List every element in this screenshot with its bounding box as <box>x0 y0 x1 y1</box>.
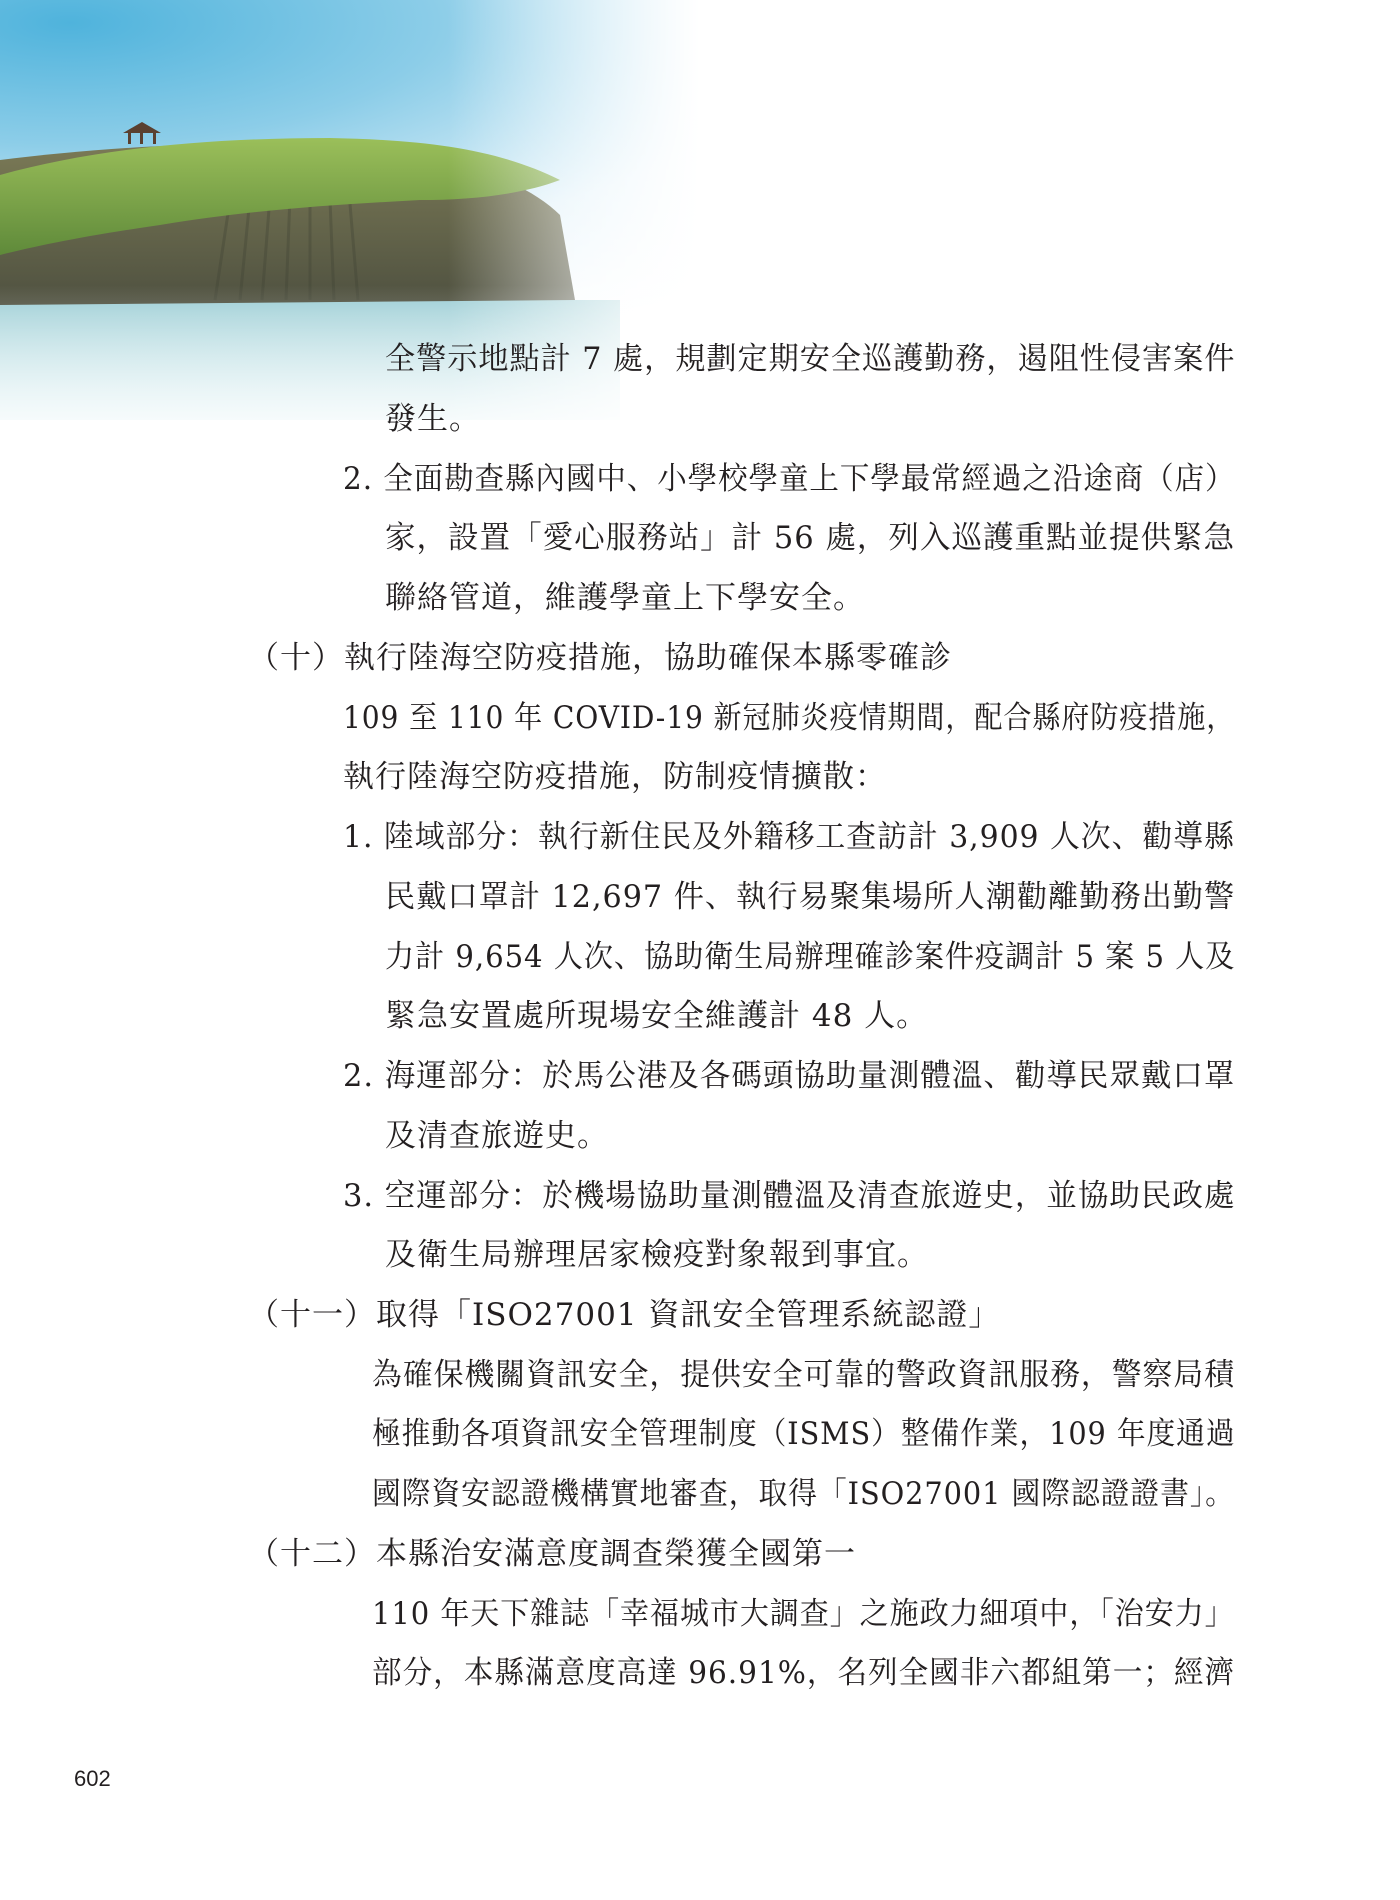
body-text-line: 及衛生局辦理居家檢疫對象報到事宜。 <box>385 1237 929 1273</box>
body-text-line: 民戴口罩計 12,697 件、執行易聚集場所人潮勸離勤務出勤警 <box>385 879 1236 915</box>
section-heading: （十二）本縣治安滿意度調查榮獲全國第一 <box>248 1536 856 1572</box>
body-text-line: 家，設置「愛心服務站」計 56 處，列入巡護重點並提供緊急 <box>385 520 1236 556</box>
list-item-line: 2. 海運部分：於馬公港及各碼頭協助量測體溫、勸導民眾戴口罩 <box>343 1058 1236 1094</box>
body-text-line: 部分，本縣滿意度高達 96.91%，名列全國非六都組第一；經濟 <box>372 1655 1236 1691</box>
body-text-line: 執行陸海空防疫措施，防制疫情擴散： <box>343 759 887 795</box>
body-text-line: 110 年天下雜誌「幸福城市大調查」之施政力細項中，「治安力」 <box>372 1596 1235 1632</box>
list-item-line: 3. 空運部分：於機場協助量測體溫及清查旅遊史，並協助民政處 <box>343 1178 1236 1214</box>
list-item-line: 2. 全面勘查縣內國中、小學校學童上下學最常經過之沿途商（店） <box>343 461 1236 497</box>
body-text-line: 聯絡管道，維護學童上下學安全。 <box>385 580 865 616</box>
body-text-line: 緊急安置處所現場安全維護計 48 人。 <box>385 998 929 1034</box>
body-text-line: 極推動各項資訊安全管理制度（ISMS）整備作業，109 年度通過 <box>372 1416 1236 1452</box>
section-heading: （十一）取得「ISO27001 資訊安全管理系統認證」 <box>248 1297 1001 1333</box>
page-number: 602 <box>74 1766 111 1791</box>
body-text-line: 發生。 <box>385 401 481 437</box>
list-item-line: 1. 陸域部分：執行新住民及外籍移工查訪計 3,909 人次、勸導縣 <box>343 819 1235 855</box>
body-text-line: 及清查旅遊史。 <box>385 1118 609 1154</box>
body-text-line: 109 至 110 年 COVID-19 新冠肺炎疫情期間，配合縣府防疫措施， <box>343 700 1236 736</box>
body-text-line: 為確保機關資訊安全，提供安全可靠的警政資訊服務，警察局積 <box>372 1357 1236 1393</box>
body-text-line: 力計 9,654 人次、協助衛生局辦理確診案件疫調計 5 案 5 人及 <box>385 939 1236 975</box>
section-heading: （十）執行陸海空防疫措施，協助確保本縣零確診 <box>248 640 952 676</box>
body-text-line: 全警示地點計 7 處，規劃定期安全巡護勤務，遏阻性侵害案件 <box>385 341 1236 377</box>
body-text-line: 國際資安認證機構實地審查，取得「ISO27001 國際認證證書」。 <box>372 1476 1235 1512</box>
